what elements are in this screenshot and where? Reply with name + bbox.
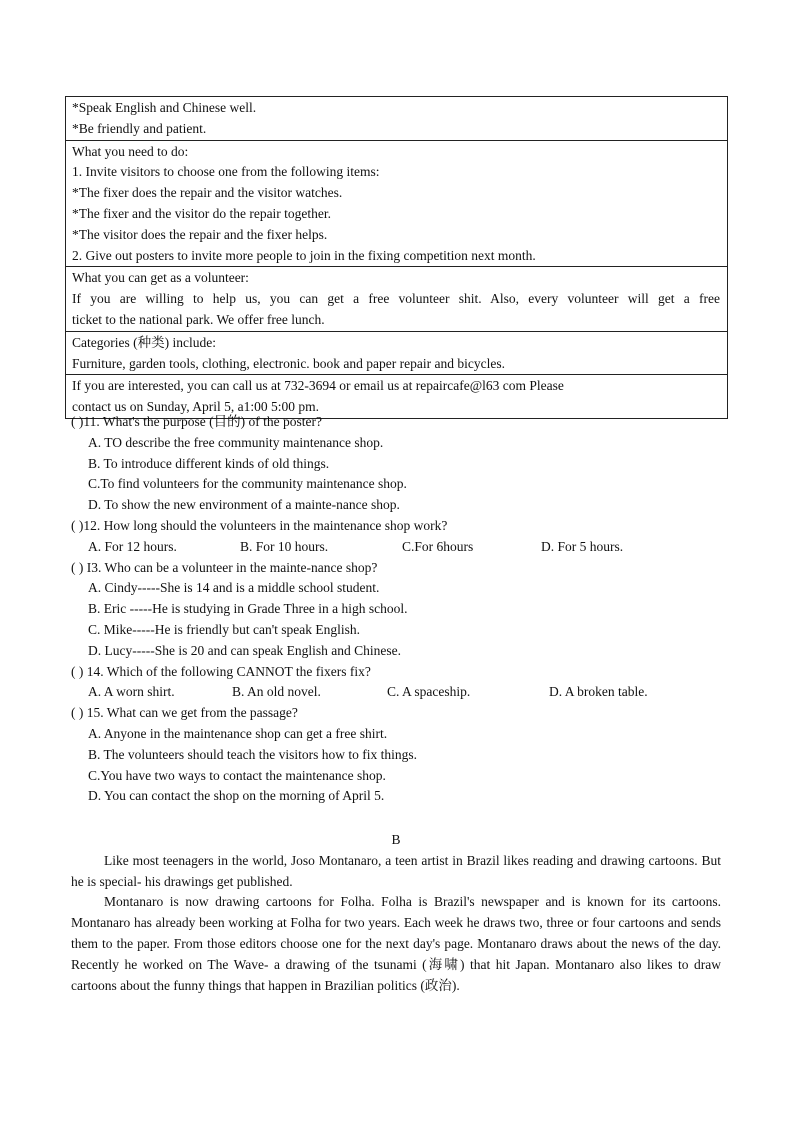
- answer-option: B. Eric -----He is studying in Grade Three in a high school.: [88, 601, 408, 617]
- answer-option: A. TO describe the free community maintenance shop.: [88, 434, 384, 450]
- answer-options-row: [71, 682, 731, 703]
- answer-option: D. Lucy-----She is 20 and can speak English and Chinese.: [88, 642, 402, 658]
- answer-option: A. A worn shirt.: [88, 684, 175, 700]
- questions: [71, 412, 731, 807]
- todo-line: *The fixer and the visitor do the repair together.: [72, 205, 332, 221]
- poster-volunteer: [66, 266, 727, 330]
- answer-option: C. A spaceship.: [387, 684, 471, 700]
- answer-option: D. You can contact the shop on the morning of April 5.: [88, 788, 385, 804]
- answer-option: A. Anyone in the maintenance shop can get a free shirt.: [88, 725, 388, 741]
- todo-title: What you need to do:: [72, 143, 189, 159]
- categories-title: Categories (种类) include:: [72, 334, 216, 350]
- question-11: [71, 412, 731, 516]
- answer-option: A. For 12 hours.: [88, 538, 177, 554]
- question-stem: ( ) 14. Which of the following CANNOT the fixers fix?: [71, 663, 371, 679]
- question-14: [71, 662, 731, 704]
- answer-option: D. To show the new environment of a mainte-nance shop.: [88, 497, 400, 513]
- todo-line: *The visitor does the repair and the fixer helps.: [72, 226, 328, 242]
- todo-line: 2. Give out posters to invite more people to join in the fixing competition next month.: [72, 247, 536, 263]
- answer-option: D. For 5 hours.: [541, 538, 624, 554]
- categories-list: Furniture, garden tools, clothing, electronic. book and paper repair and bicycles.: [72, 355, 505, 371]
- requirement-line: *Speak English and Chinese well.: [72, 100, 257, 115]
- passage-paragraph: Like most teenagers in the world, Joso Montanaro, a teen artist in Brazil likes reading and drawing cartoons. But he is special- his drawings get published.: [71, 852, 721, 889]
- volunteer-text: ticket to the national park. We offer free lunch.: [72, 311, 325, 327]
- poster-categories: [66, 331, 727, 375]
- todo-line: 1. Invite visitors to choose one from the following items:: [72, 164, 380, 180]
- question-stem: ( )12. How long should the volunteers in the maintenance shop work?: [71, 517, 448, 533]
- contact-text: contact us on Sunday, April 5, a1:00 5:00 pm.: [72, 399, 319, 415]
- volunteer-text: If you are willing to help us, you can get a free volunteer shit. Also, every volunteer will get a free: [72, 291, 720, 307]
- question-stem: ( )11. What's the purpose (目的) of the poster?: [71, 414, 322, 429]
- answer-option: B. An old novel.: [232, 684, 321, 700]
- answer-option: C.To find volunteers for the community maintenance shop.: [88, 476, 407, 492]
- passage-paragraph: Montanaro is now drawing cartoons for Folha. Folha is Brazil's newspaper and is known for its cartoons. Montanaro has already been working at Folha for two years. Each week he draws two, three or four cartoons and sends them to the paper. From those editors choose one for the next day's page. Montanaro draws about the news of the day. Recently he worked on The Wave- a drawing of the tsunami (海啸) that hit Japan. Montanaro also likes to draw cartoons about the funny things that happen in Brazilian politics (政治).: [71, 894, 721, 993]
- answer-options-row: [71, 537, 731, 558]
- poster-requirements: [66, 97, 727, 140]
- contact-text: If you are interested, you can call us at 732-3694 or email us at repaircafe@l63 com Please: [72, 378, 564, 394]
- answer-option: B. For 10 hours.: [240, 538, 329, 554]
- answer-option: D. A broken table.: [549, 684, 648, 700]
- poster-todo: [66, 140, 727, 267]
- answer-option: B. The volunteers should teach the visitors how to fix things.: [88, 746, 417, 762]
- answer-option: B. To introduce different kinds of old things.: [88, 455, 330, 471]
- answer-option: C.For 6hours: [402, 538, 474, 554]
- volunteer-title: What you can get as a volunteer:: [72, 270, 249, 286]
- requirement-line: *Be friendly and patient.: [72, 120, 207, 136]
- question-13: [71, 558, 731, 662]
- question-15: [71, 703, 731, 807]
- todo-line: *The fixer does the repair and the visitor watches.: [72, 185, 343, 201]
- poster-box: [65, 96, 728, 419]
- question-stem: ( ) I3. Who can be a volunteer in the mainte-nance shop?: [71, 559, 378, 575]
- answer-option: C.You have two ways to contact the maintenance shop.: [88, 767, 386, 783]
- reading-passage: [71, 830, 721, 996]
- question-stem: ( ) 15. What can we get from the passage?: [71, 705, 298, 721]
- answer-option: A. Cindy-----She is 14 and is a middle school student.: [88, 580, 380, 596]
- passage-title: B: [391, 832, 401, 847]
- answer-option: C. Mike-----He is friendly but can't speak English.: [88, 621, 360, 637]
- question-12: [71, 516, 731, 558]
